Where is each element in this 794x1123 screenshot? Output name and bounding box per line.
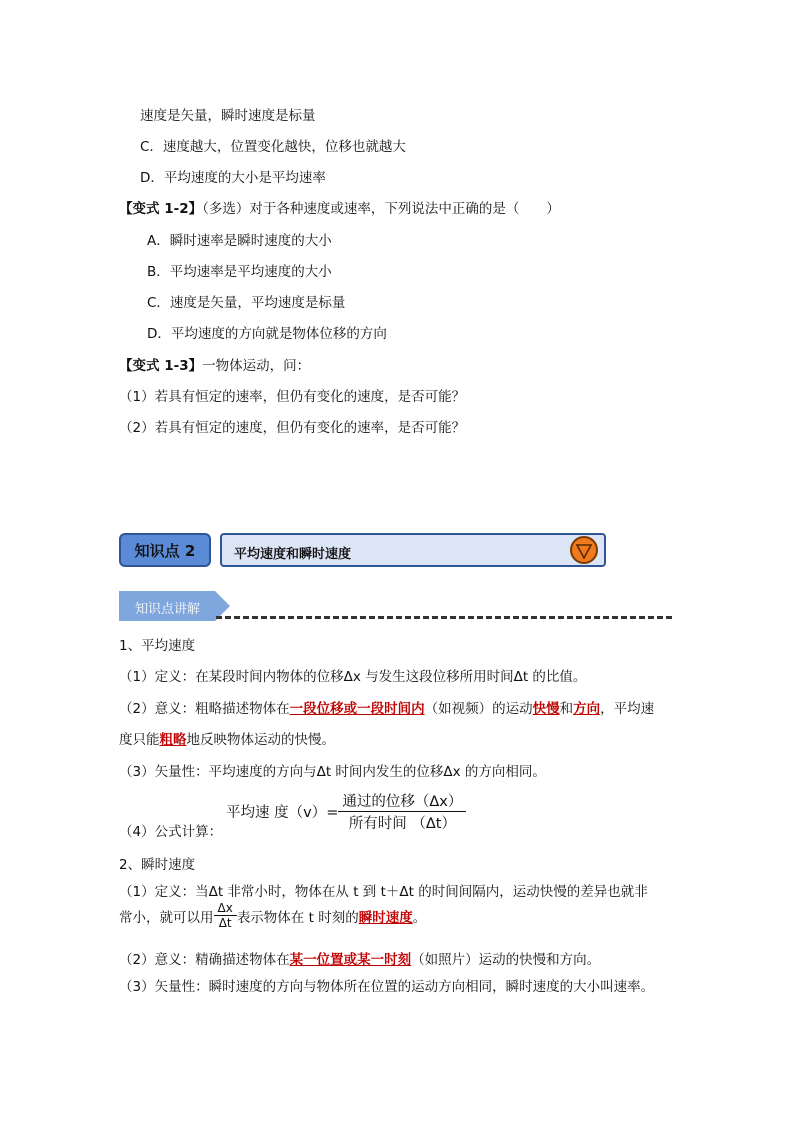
formula-fraction <box>338 790 466 833</box>
variant-tag: 【变式 1-3】 <box>119 358 203 374</box>
text-span: 地反映物体运动的快慢。 <box>186 732 335 748</box>
text-span: 和 <box>559 701 574 717</box>
variant-1-3-question-1: （1）若具有恒定的速率，但仍有变化的速度，是否可能？ <box>119 389 466 405</box>
variant-tag: 【变式 1-2】 <box>119 201 203 217</box>
variant-1-2-option-d: D．平均速度的方向就是物体位移的方向 <box>147 326 387 342</box>
variant-1-3-question-2: （2）若具有恒定的速度，但仍有变化的速率，是否可能？ <box>119 420 466 436</box>
option-d: D．平均速度的大小是平均速率 <box>140 170 326 186</box>
variant-question: （多选）对于各种速度或速率，下列说法中正确的是（ ） <box>202 201 560 217</box>
formula-numerator: 通过的位移（Δx） <box>338 790 466 812</box>
formula-lhs: 平均速 度（v）= <box>226 805 339 821</box>
knowledge-point-badge <box>119 533 211 567</box>
text-span: 表示物体在 t 时刻的 <box>236 909 359 926</box>
highlight-text: 瞬时速度 <box>358 909 413 926</box>
instant-velocity-vector: （3）矢量性：瞬时速度的方向与物体所在位置的运动方向相同，瞬时速度的大小叫速率。 <box>119 979 655 995</box>
expand-down-icon[interactable] <box>570 536 598 564</box>
highlight-text: 一段位移或一段时间内 <box>289 701 425 717</box>
average-velocity-vector: （3）矢量性：平均速度的方向与Δt 时间内发生的位移Δx 的方向相同。 <box>119 764 546 780</box>
highlight-text: 某一位置或某一时刻 <box>289 952 412 968</box>
text-span: （2）意义：粗略描述物体在 <box>119 701 290 717</box>
option-c: C．速度越大，位置变化越快，位移也就越大 <box>140 139 406 155</box>
instant-velocity-meaning <box>119 948 600 968</box>
variant-question: 一物体运动，问： <box>202 358 311 374</box>
knowledge-point-title-bar <box>220 533 606 567</box>
instant-velocity-heading: 2、瞬时速度 <box>119 857 196 873</box>
section-divider <box>216 616 672 619</box>
highlight-text: 粗略 <box>159 732 187 748</box>
instant-velocity-definition: （1）定义：当Δt 非常小时，物体在从 t 到 t＋Δt 的时间间隔内，运动快慢的差异也就非 <box>119 884 648 900</box>
text-span: 。 <box>412 909 427 926</box>
variant-1-2-stem <box>119 197 560 217</box>
text-span: （如照片）运动的快慢和方向。 <box>411 952 601 968</box>
knowledge-point-title: 平均速度和瞬时速度 <box>234 547 352 562</box>
average-velocity-definition: （1）定义：在某段时间内物体的位移Δx 与发生这段位移所用时间Δt 的比值。 <box>119 669 587 685</box>
instant-velocity-definition-cont <box>119 901 426 930</box>
variant-1-3-stem <box>119 354 310 374</box>
variant-1-2-option-c: C．速度是矢量，平均速度是标量 <box>147 295 346 311</box>
explanation-tag <box>119 591 229 621</box>
formula-label: （4）公式计算： <box>119 824 223 840</box>
text-span: ，平均速 <box>600 701 655 717</box>
highlight-text: 方向 <box>573 701 601 717</box>
average-velocity-meaning-cont <box>119 728 335 748</box>
fraction-denominator: Δt <box>218 916 232 930</box>
average-velocity-heading: 1、平均速度 <box>119 638 196 654</box>
formula-denominator: 所有时间 （Δt） <box>348 816 456 832</box>
text-span: 常小，就可以用 <box>119 909 214 926</box>
explanation-tag-label: 知识点讲解 <box>135 602 201 617</box>
option-b-tail: 速度是矢量，瞬时速度是标量 <box>140 108 316 124</box>
fraction-numerator: Δx <box>214 901 237 916</box>
variant-1-2-option-b: B．平均速率是平均速度的大小 <box>147 264 332 280</box>
average-velocity-meaning <box>119 697 654 717</box>
delta-fraction <box>214 901 237 930</box>
highlight-text: 快慢 <box>532 701 560 717</box>
text-span: （如视频）的运动 <box>424 701 533 717</box>
average-velocity-formula <box>226 790 466 833</box>
text-span: 度只能 <box>119 732 160 748</box>
knowledge-point-badge-label: 知识点 2 <box>134 541 196 560</box>
text-span: （2）意义：精确描述物体在 <box>119 952 290 968</box>
variant-1-2-option-a: A．瞬时速率是瞬时速度的大小 <box>147 233 332 249</box>
